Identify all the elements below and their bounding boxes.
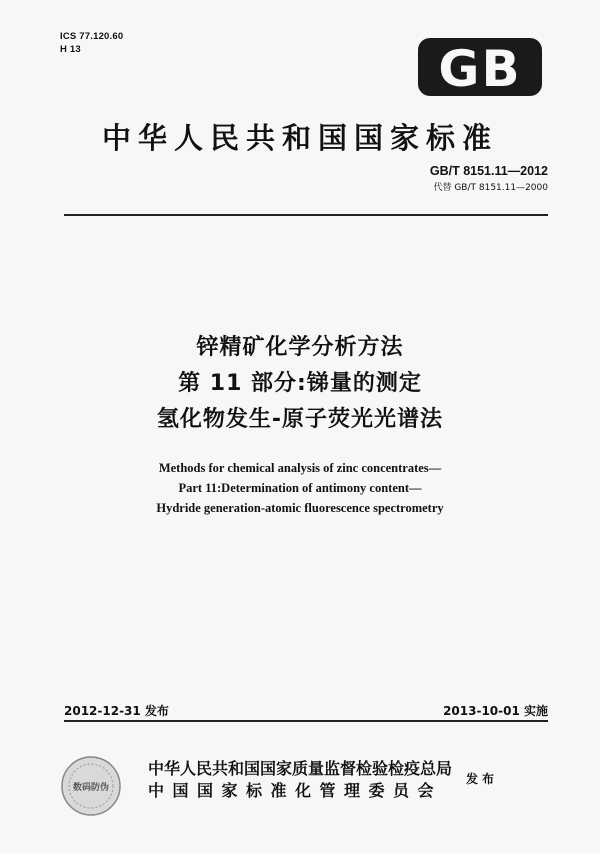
subject-title-en xyxy=(0,458,600,518)
ccs-code: H 13 xyxy=(60,44,81,55)
subject-line-1: 锌精矿化学分析方法 xyxy=(196,335,404,360)
subject-line-2: 第 11 部分:锑量的测定 xyxy=(178,371,422,396)
publish-date: 2012-12-31 发布 xyxy=(64,704,169,718)
subject-en-line-1: Methods for chemical analysis of zinc concentrates— xyxy=(158,461,442,475)
issuer-line-1: 中华人民共和国国家质量监督检验检疫总局 xyxy=(148,759,453,778)
subject-en-line-2: Part 11:Determination of antimony content— xyxy=(178,481,422,495)
issuing-authorities xyxy=(148,758,452,802)
subject-line-3: 氢化物发生-原子荧光光谱法 xyxy=(156,407,444,432)
issue-label: 发布 xyxy=(466,772,499,786)
subject-en-line-3: Hydride generation-atomic fluorescence spectrometry xyxy=(156,501,444,515)
ics-code: ICS 77.120.60 xyxy=(60,31,124,42)
anti-counterfeit-seal-icon xyxy=(60,755,122,817)
seal-text: 数码防伪 xyxy=(72,783,110,793)
issuer-line-2: 中国国家标准化管理委员会 xyxy=(148,781,443,800)
subject-title-cn xyxy=(0,330,600,438)
bottom-divider xyxy=(64,720,548,722)
replaces-standard: 代替 GB/T 8151.11—2000 xyxy=(433,183,548,193)
implement-date: 2013-10-01 实施 xyxy=(443,704,548,718)
national-standard-title: 中华人民共和国国家标准 xyxy=(101,121,498,155)
gb-logo-icon xyxy=(418,38,542,96)
top-divider xyxy=(64,214,548,216)
standard-number: GB/T 8151.11—2012 xyxy=(429,164,548,178)
classification-codes xyxy=(60,30,123,56)
logo-text: GB xyxy=(438,40,522,96)
standard-number-block xyxy=(430,164,548,193)
